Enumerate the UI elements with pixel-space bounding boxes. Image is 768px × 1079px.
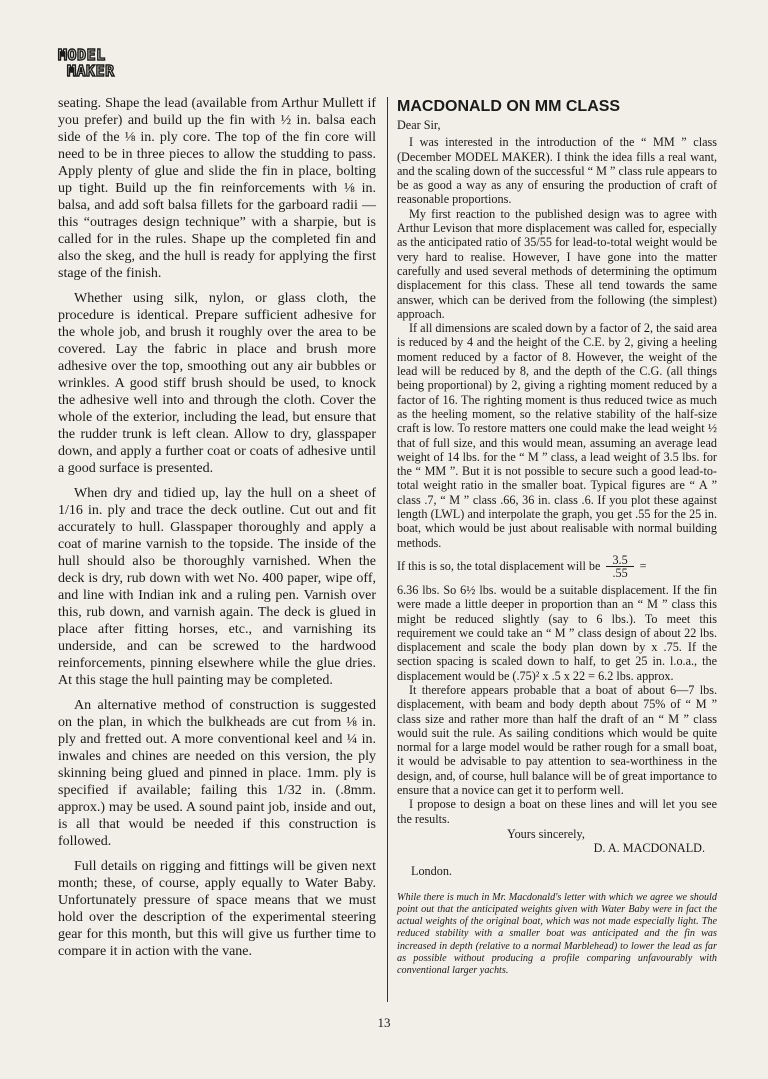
letter-paragraph: I propose to design a boat on these lines and will let you see the results. <box>397 797 717 826</box>
equation-lead-text: If this is so, the total displacement will be <box>397 559 601 574</box>
equation-equals: = <box>639 559 647 574</box>
article-paragraph: Whether using silk, nylon, or glass cloth, the procedure is identical. Prepare sufficient adhesive for the whole job, and brush it roughly over the area to be covered. Lay the fabric in place and brush more adhesive over the top, smoothing out any air bubbles or wrinkles. A good stiff brush should be used, to knock the adhesive well into and through the cloth. Cover the whole of the exterior, including the lead, but ensure that the rudder trunk is left clean. Allow to dry, glasspaper down, and apply a further coat or coats of adhesive until a good surface is presented. <box>58 291 376 476</box>
logo-line-model: MODEL <box>58 46 106 64</box>
magazine-logo <box>58 47 138 79</box>
article-paragraph: seating. Shape the lead (available from Arthur Mullett if you prefer) and build up the fin with ½ in. balsa each side of the ⅛ in. ply core. The top of the fin core will need to be in three pieces to allow the studding to pass. Apply plenty of glue and slide the fin in place, bolting up tight. Build up the fin reinforcements with ⅛ in. balsa, and add soft balsa fillets for the garboard radii — this “outrages design technique” with a sharpie, but is called for in the rules. Shape up the completed fin and also the skeg, and the hull is ready for applying the first stage of the finish. <box>58 96 376 281</box>
article-continuation-column <box>58 95 376 968</box>
article-paragraph: An alternative method of construction is suggested on the plan, in which the bulkheads are cut from ⅛ in. ply and fretted out. A more conventional keel and ¼ in. inwales and chines are needed on this version, the ply skinning being glued and pinned in place. 1mm. ply is specified if available; failing this 1/32 in. (.8mm. approx.) may be used. A sound paint job, inside and out, is all that would be needed if this construction is followed. <box>58 698 376 849</box>
logo-line-maker: MAKER <box>67 62 115 80</box>
equation-fraction <box>606 554 633 579</box>
letter-paragraph: It therefore appears probable that a boat of about 6—7 lbs. displacement, with beam and body depth about 75% of “ M ” class size and rather more than half the draft of an “ M ” class would suit the rule. As sailing conditions which would be quite normal for a large model would be rather rough for a small boat, it would be advisable to pay attention to sea-worthiness in the design, and, of course, hull balance will be of great importance to ensure that a novice can get it to perform well. <box>397 682 717 798</box>
column-divider <box>387 97 388 1002</box>
letter-signature: D. A. MACDONALD. <box>593 841 705 856</box>
article-paragraph: When dry and tidied up, lay the hull on a sheet of 1/16 in. ply and trace the deck outline. Cut out and fit accurately to hull. Glasspaper thoroughly and apply a coat of marine varnish to the topside. The inside of the hull should also be thoroughly varnished. When the deck is dry, rub down with wet No. 400 paper, wipe off, and line with Indian ink and a ruling pen. Varnish over this, rub down, and varnish again. The deck is glued in place after fitting horses, etc., and varnishing its underside, and can be screwed to the hardwood reinforcements, pinning elsewhere while the glue dries. At this stage the hull painting may be completed. <box>58 486 376 688</box>
letter-column <box>397 97 717 977</box>
letter-greeting: Dear Sir, <box>397 118 441 132</box>
fraction-numerator: 3.5 <box>606 554 633 567</box>
letter-paragraph: If all dimensions are scaled down by a factor of 2, the said area is reduced by 4 and the height of the C.E. by 2, giving a heeling moment reduced by a factor of 8. However, the weight of the lead will be reduced by 8, and the depth of the C.G. (all things being proportional) by 2, giving a righting moment reduced by a factor of 16. The righting moment is thus reduced twice as much as the heeling moment, so the relative stability of the half-size craft is low. To restore matters one could make the lead weight ½ that of full size, and this would mean, assuming an average lead weight of 14 lbs. for the “ M ” class, a lead weight of 3.5 lbs. for the “ MM ”. But it is not possible to secure such a good lead-to-total weight ratio in the smaller boat. Typical figures are “ A ” class .7, “ M ” class .66, 36 in. class .6. If you plot these against length (LWL) and interpolate the graph, you get .55 for the 25 in. boat, which would be just about realisable with normal building methods. <box>397 321 717 550</box>
letter-paragraph: I was interested in the introduction of the “ MM ” class (December MODEL MAKER). I think the idea fills a real want, and the scaling down of the successful “ M ” class rule appears to be as good a way as any of ensuring the production of craft of reasonable proportions. <box>397 135 717 207</box>
article-paragraph: Full details on rigging and fittings will be given next month; these, of course, apply equally to Water Baby. Unfortunately pressure of space means that we must hold over the description of the experimental steering gear for this month, but this will give us further time to compare it in action with the vane. <box>58 859 376 959</box>
displacement-equation <box>397 554 717 579</box>
page-number: 13 <box>377 1015 391 1030</box>
letter-signoff: Yours sincerely, <box>507 826 585 841</box>
letter-title: MACDONALD ON MM CLASS <box>397 98 621 115</box>
letter-paragraph: 6.36 lbs. So 6½ lbs. would be a suitable displacement. If the fin were made a little deeper in proportion than an “ M ” class this might be reduced slightly (say to 6 lbs.). To meet this requirement we could take an “ M ” class design of about 22 lbs. displacement and scale the body plan down by x .75. If the section spacing is scaled down to half, to get 25 in. l.o.a., the displacement would be (.75)² x .5 x 22 = 6.2 lbs. approx. <box>397 582 717 683</box>
fraction-denominator: .55 <box>612 565 628 580</box>
editor-note: While there is much in Mr. Macdonald's letter with which we agree we should point out that the anticipated weights given with Water Baby were in fact the actual weights of the original boat, which was not made especially light. The reduced stability with a smaller boat was anticipated and the fin was increased in depth (relative to a normal Marblehead) to lower the lead as far as possible without producing a profile comparing unfavourably with conventional larger yachts. <box>397 891 717 977</box>
letter-place: London. <box>411 863 452 878</box>
letter-paragraph: My first reaction to the published design was to agree with Arthur Levison that more displacement was called for, especially as the anticipated ratio of 35/55 for lead-to-total weight would be very hard to realise. However, I have gone into the matter carefully and used several methods of determining the optimum displacement for this class. These all tend towards the same answer, which can be derived from the following (the simplest) approach. <box>397 206 717 321</box>
